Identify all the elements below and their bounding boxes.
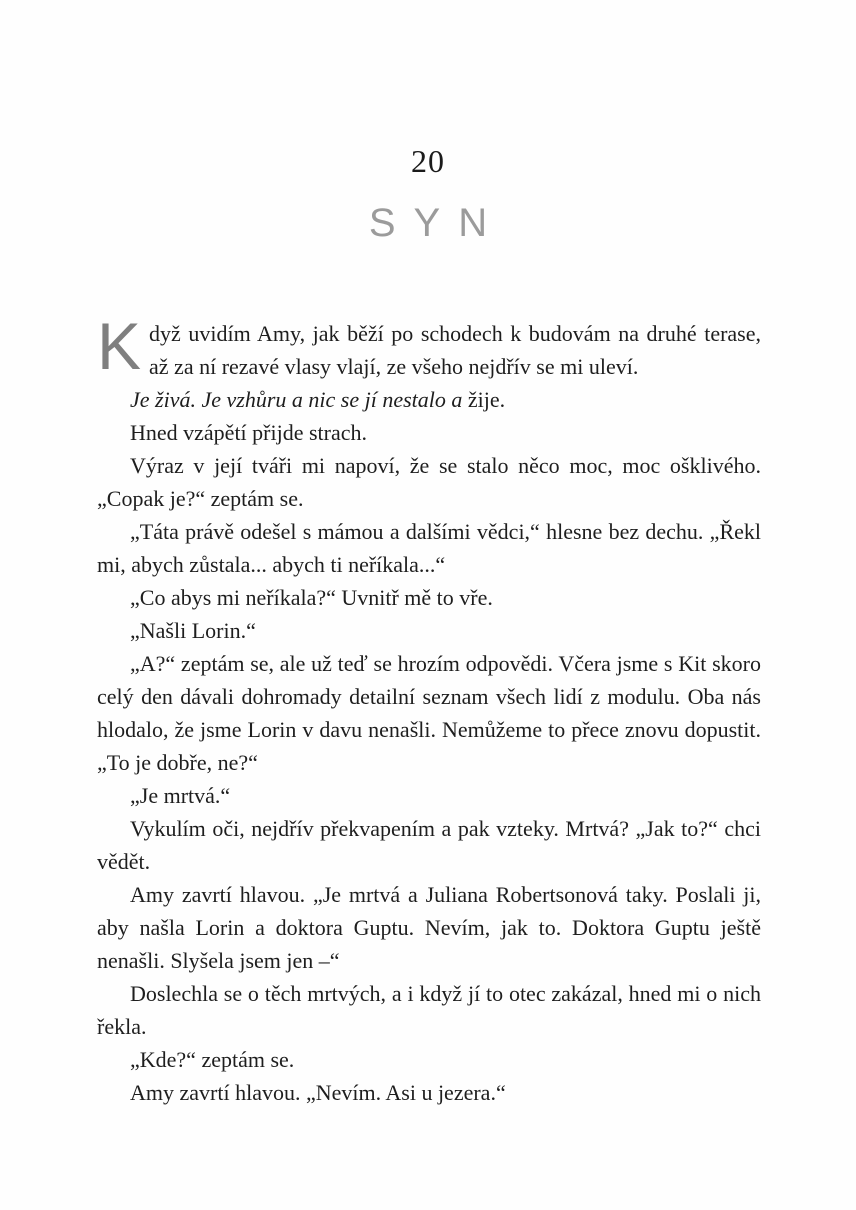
paragraph: Výraz v její tváři mi napoví, že se stalo něco moc, moc ošklivého. „Copak je?“ zeptám se. [97, 453, 761, 511]
paragraph [97, 309, 761, 383]
paragraph: „Táta právě odešel s mámou a dalšími vědci,“ hlesne bez dechu. „Řekl mi, abych zůstala... abych ti neříkala...“ [97, 519, 761, 577]
paragraph: Amy zavrtí hlavou. „Je mrtvá a Juliana Robertsonová taky. Poslali ji, aby našla Lorin a doktora Guptu. Nevím, jak to. Doktora Guptu ještě nenašli. Slyšela jsem jen –“ [97, 882, 761, 973]
paragraph: „Co abys mi neříkala?“ Uvnitř mě to vře. [130, 585, 493, 610]
body-text [97, 309, 761, 1109]
paragraph [97, 383, 761, 416]
paragraph-text-italic: Je živá. Je vzhůru a nic se jí nestalo a [130, 387, 463, 412]
paragraph: „Našli Lorin.“ [130, 618, 256, 643]
paragraph-text: dyž uvidím Amy, jak běží po schodech k budovám na druhé terase, až za ní rezavé vlasy vlají, ze všeho nejdřív se mi uleví. [149, 321, 761, 379]
paragraph: „Kde?“ zeptám se. [130, 1047, 295, 1072]
paragraph: „Je mrtvá.“ [130, 783, 231, 808]
paragraph: Doslechla se o těch mrtvých, a i když jí to otec zakázal, hned mi o nich řekla. [97, 981, 761, 1039]
paragraph: Hned vzápětí přijde strach. [130, 420, 368, 445]
paragraph: Vykulím oči, nejdřív překvapením a pak vzteky. Mrtvá? „Jak to?“ chci vědět. [97, 816, 761, 874]
paragraph-text-roman: žije. [462, 387, 506, 412]
chapter-number: 20 [411, 143, 445, 179]
paragraph: „A?“ zeptám se, ale už teď se hrozím odpovědi. Včera jsme s Kit skoro celý den dávali dohromady detailní seznam všech lidí z modulu. Oba nás hlodalo, že jsme Lorin v davu nenašli. Nemůžeme to přece znovu dopustit. „To je dobře, ne?“ [97, 651, 761, 775]
drop-cap: K [97, 309, 142, 383]
chapter-title: SYN [368, 201, 506, 245]
paragraph: Amy zavrtí hlavou. „Nevím. Asi u jezera.“ [130, 1080, 506, 1105]
